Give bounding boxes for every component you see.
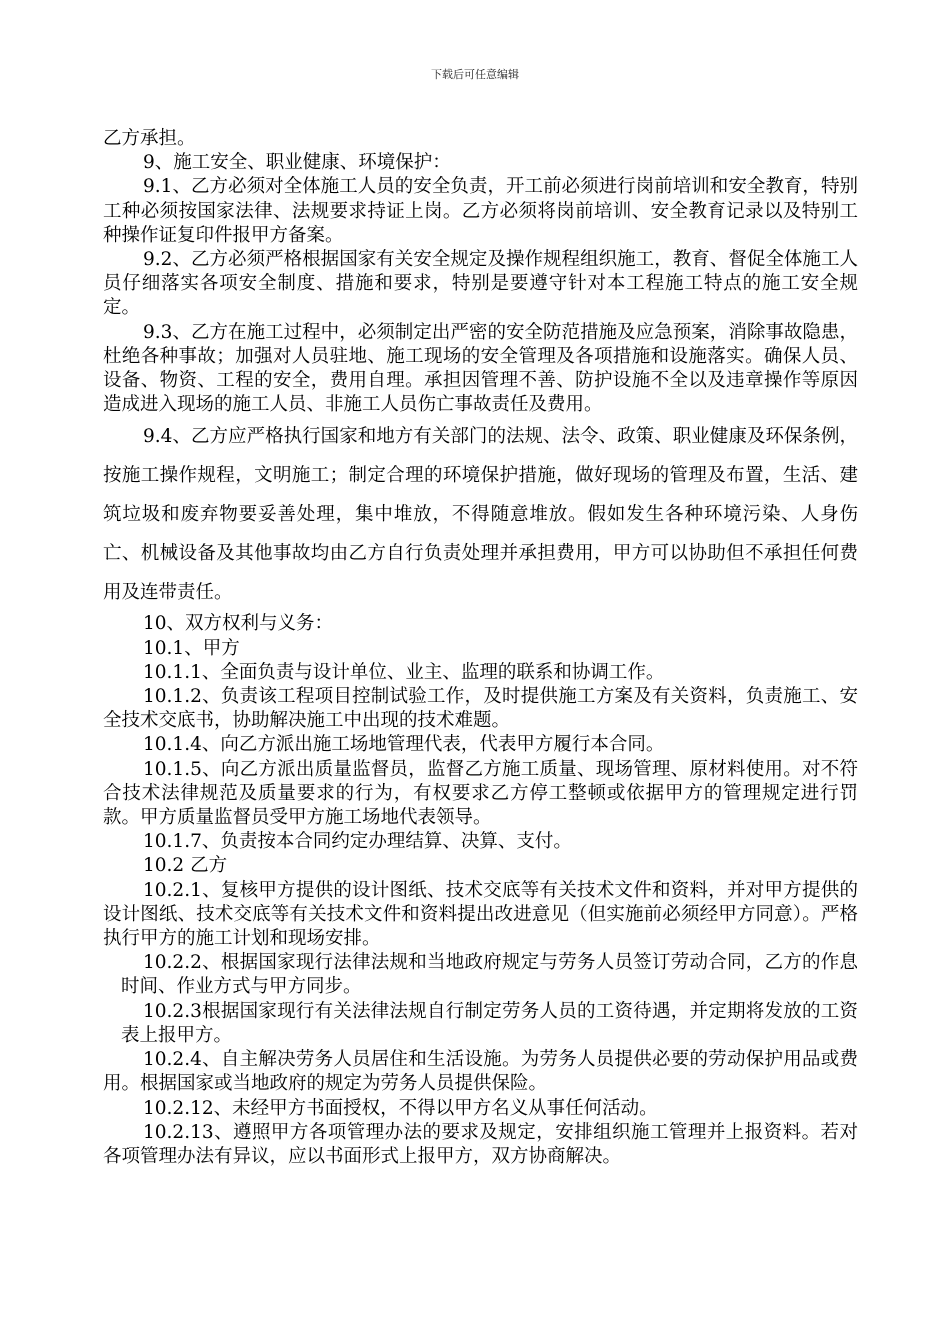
- clause-9-3: 9.3、乙方在施工过程中，必须制定出严密的安全防范措施及应急预案，消除事故隐患，杜绝各种事故；加强对人员驻地、施工现场的安全管理及各项措施和设施落实。确保人员、设备、物资、工程的安全，费用自理。承担因管理不善、防护设施不全以及违章操作等原因造成进入现场的施工人员、非施工人员伤亡事故责任及费用。: [103, 321, 858, 416]
- section-heading-9: 9、施工安全、职业健康、环境保护：: [143, 152, 451, 174]
- clause-10-2-4: 10.2.4、自主解决劳务人员居住和生活设施。为劳务人员提供必要的劳动保护用品或费用。根据国家或当地政府的规定为劳务人员提供保险。: [103, 1049, 858, 1095]
- clause-10-2-12: 10.2.12、未经甲方书面授权，不得以甲方名义从事任何活动。: [143, 1097, 658, 1119]
- clause-10-2-2: 10.2.2、根据国家现行法律法规和当地政府规定与劳务人员签订劳动合同，乙方的作息时间、作业方式与甲方同步。: [121, 952, 858, 998]
- document-body: [103, 127, 858, 1169]
- clause-10-2-1: 10.2.1、复核甲方提供的设计图纸、技术交底等有关技术文件和资料，并对甲方提供的设计图纸、技术交底等有关技术文件和资料提出改进意见（但实施前必须经甲方同意）。严格执行甲方的施工计划和现场安排。: [103, 879, 858, 950]
- clause-10-1-7: 10.1.7、负责按本合同约定办理结算、决算、支付。: [143, 831, 572, 853]
- clause-10-1-4: 10.1.4、向乙方派出施工场地管理代表，代表甲方履行本合同。: [143, 734, 665, 756]
- clause-10-1-2: 10.1.2、负责该工程项目控制试验工作，及时提供施工方案及有关资料，负责施工、安全技术交底书，协助解决施工中出现的技术难题。: [103, 686, 858, 732]
- clause-9-2: 9.2、乙方必须严格根据国家有关安全规定及操作规程组织施工，教育、督促全体施工人员仔细落实各项安全制度、措施和要求，特别是要遵守针对本工程施工特点的施工安全规定。: [103, 249, 858, 319]
- page-header: 下载后可任意编辑: [431, 68, 519, 81]
- clause-9-1: 9.1、乙方必须对全体施工人员的安全负责，开工前必须进行岗前培训和安全教育，特别工种必须按国家法律、法规要求持证上岗。乙方必须将岗前培训、安全教育记录以及特别工种操作证复印件报甲方备案。: [103, 176, 858, 246]
- clause-10-2-3: 10.2.3根据国家现行有关法律法规自行制定劳务人员的工资待遇，并定期将发放的工资表上报甲方。: [121, 1000, 858, 1046]
- paragraph-continuation: 乙方承担。: [103, 128, 196, 149]
- clause-9-4: 9.4、乙方应严格执行国家和地方有关部门的法规、法令、政策、职业健康及环保条例，按施工操作规程，文明施工；制定合理的环境保护措施，做好现场的管理及布置，生活、建筑垃圾和废弃物要妥善处理，集中堆放，不得随意堆放。假如发生各种环境污染、人身伤亡、机械设备及其他事故均由乙方自行负责处理并承担费用，甲方可以协助但不承担任何费用及连带责任。: [103, 426, 858, 604]
- section-heading-10: 10、双方权利与义务：: [143, 613, 334, 635]
- clause-10-1-heading: 10.1、甲方: [143, 637, 240, 659]
- clause-10-1-5: 10.1.5、向乙方派出质量监督员，监督乙方施工质量、现场管理、原材料使用。对不符合技术法律规范及质量要求的行为，有权要求乙方停工整顿或依据甲方的管理规定进行罚款。甲方质量监督员受甲方施工场地代表领导。: [103, 758, 858, 829]
- clause-10-2-heading: 10.2 乙方: [143, 855, 228, 877]
- clause-10-1-1: 10.1.1、全面负责与设计单位、业主、监理的联系和协调工作。: [143, 661, 665, 683]
- clause-10-2-13: 10.2.13、遵照甲方各项管理办法的要求及规定，安排组织施工管理并上报资料。若对各项管理办法有异议，应以书面形式上报甲方，双方协商解决。: [103, 1121, 858, 1167]
